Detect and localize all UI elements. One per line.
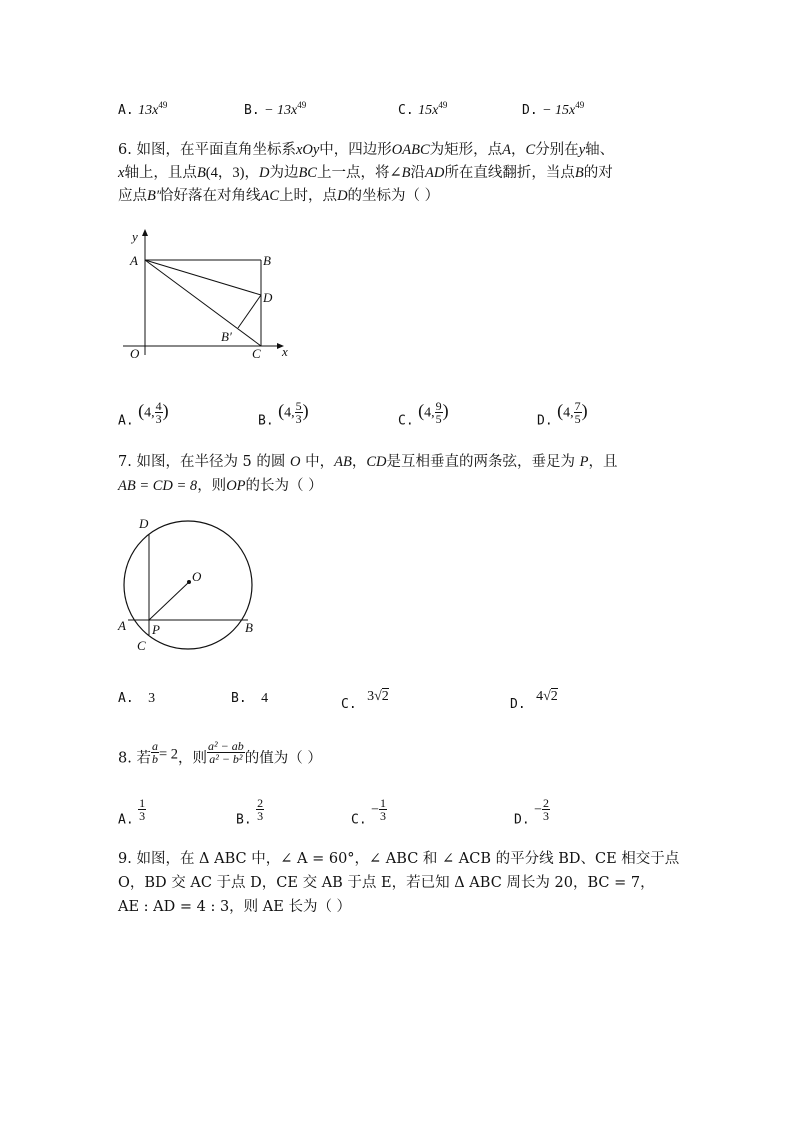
label-x: x [282, 344, 288, 359]
segment-op [149, 582, 189, 620]
label-y: y [132, 229, 138, 244]
q6-option-b[interactable]: B. (4, $\frac{5}{3}$ ) [258, 399, 309, 429]
q7-line-1: 7. 如图，在半径为 5 的圆 O 中，AB，CD是互相垂直的两条弦，垂足为 P，且 [118, 454, 618, 470]
q6-line-3: 应点B′恰好落在对角线AC上时，点D的坐标为（ ） [118, 188, 440, 204]
q5-option-c[interactable]: C. $15x^{49}$ [398, 100, 448, 118]
q7-option-b[interactable]: B. 4 [231, 691, 269, 706]
label-a: A [130, 253, 138, 268]
label-o: O [192, 569, 202, 584]
q6-figure [118, 225, 308, 365]
q9-line-1: 9. 如图，在 Δ ABC 中，∠ A = 60°，∠ ABC 和 ∠ ACB 的平分线 BD、CE 相交于点 [118, 851, 680, 867]
label-b: B [263, 253, 271, 268]
label-c: C [252, 346, 261, 361]
label-b: B [245, 620, 253, 635]
label-d: D [139, 516, 149, 531]
label-b-prime: B′ [221, 329, 232, 344]
q5-option-b[interactable]: B. − $13x^{49}$ [244, 100, 307, 118]
q5-option-a[interactable]: A. $13x^{49}$ [118, 100, 168, 118]
y-axis-arrow-icon [142, 229, 148, 236]
q7-line-2: AB = CD = 8，则OP的长为（ ） [118, 478, 323, 494]
q8-option-c[interactable]: C. − $\frac{1}{3}$ [351, 796, 387, 828]
label-c: C [137, 638, 146, 653]
q5-option-d[interactable]: D. − $15x^{49}$ [522, 100, 585, 118]
segment-bpd [238, 295, 261, 328]
center-point [187, 580, 191, 584]
q8-option-a[interactable]: A. $\frac{1}{3}$ [118, 796, 146, 828]
q7-option-c[interactable]: C. 3√2 [341, 689, 389, 712]
q6-option-d[interactable]: D. (4, $\frac{7}{5}$ ) [537, 399, 588, 429]
segment-ad [145, 260, 261, 295]
q7-option-d[interactable]: D. 4√2 [510, 689, 558, 712]
q6-option-c[interactable]: C. (4, $\frac{9}{5}$ ) [398, 399, 449, 429]
q6-line-1: 6. 如图，在平面直角坐标系xOy中，四边形OABC为矩形，点A，C分别在y轴、 [118, 142, 615, 158]
q6-option-a[interactable]: A. (4, $\frac{4}{3}$ ) [118, 399, 169, 429]
q9-line-3: AE : AD = 4 : 3，则 AE 长为（ ） [118, 899, 352, 915]
label-a: A [118, 618, 126, 633]
q7-option-a[interactable]: A. 3 [118, 691, 156, 706]
q7-figure [112, 510, 272, 658]
label-o: O [130, 346, 140, 361]
q9-line-2: O，BD 交 AC 于点 D，CE 交 AB 于点 E，若已知 Δ ABC 周长为 20，BC = 7， [118, 875, 655, 891]
q6-line-2: x轴上，且点B(4，3)，D为边BC上一点，将∠B沿AD所在直线翻折，当点B的对 [118, 165, 613, 181]
label-d: D [263, 290, 273, 305]
segment-ac [145, 260, 261, 346]
q8-line: 8. 若 $\frac{a}{b}$ = 2，则 $\frac{\text{a² − ab}}{\text{a² − b²}}$ 的值为（ ） [118, 739, 322, 767]
circle-o [124, 521, 252, 649]
q8-option-b[interactable]: B. $\frac{2}{3}$ [236, 796, 264, 828]
label-p: P [152, 622, 160, 637]
q8-option-d[interactable]: D. − $\frac{2}{3}$ [514, 796, 550, 828]
